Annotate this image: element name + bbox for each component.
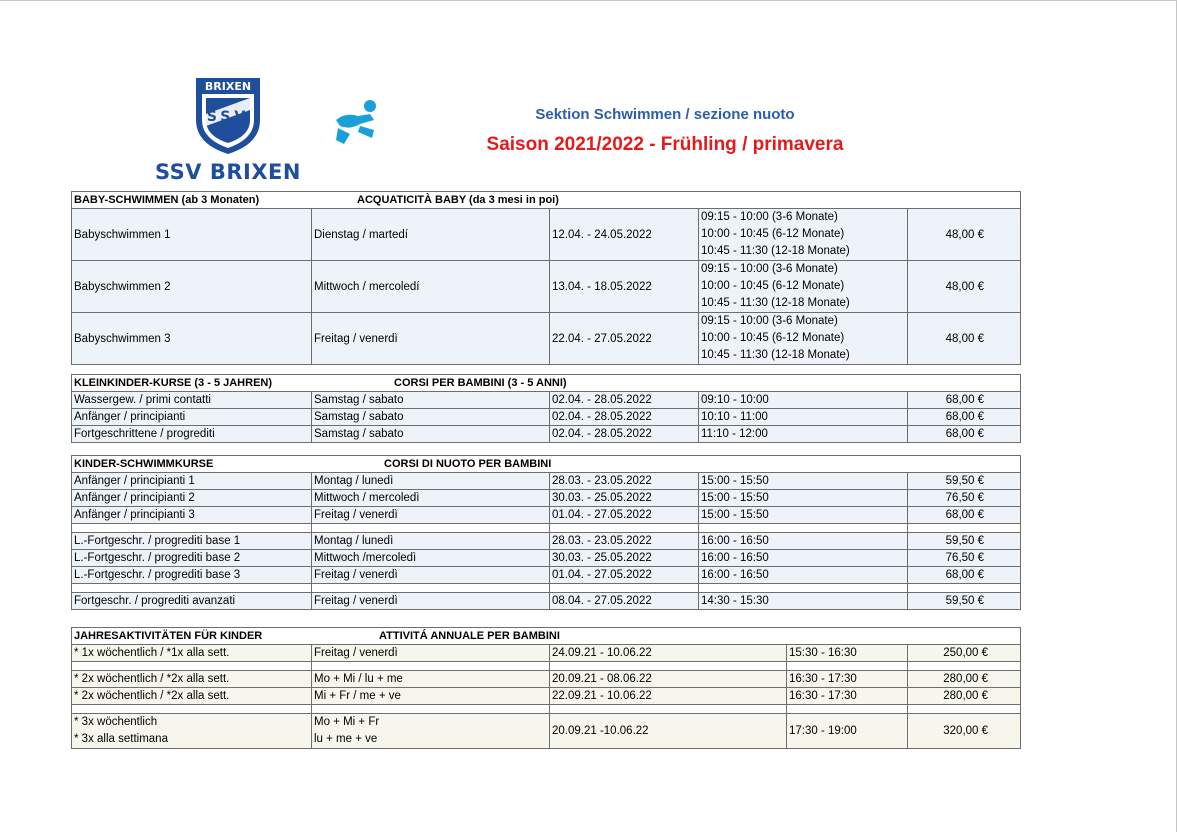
cell-text: BABY-SCHWIMMEN (ab 3 Monaten) <box>74 194 260 206</box>
table-cell: Freitag / venerdì <box>312 645 550 662</box>
cell-text: 10:45 - 11:30 (12-18 Monate) <box>701 349 850 361</box>
table-cell: 59,50 € <box>908 533 1021 550</box>
table-cell: 08.04. - 27.05.2022 <box>550 593 699 610</box>
table-row <box>72 533 1021 550</box>
cell-text: lu + me + ve <box>314 733 378 745</box>
cell-text: * 3x wöchentlich <box>74 716 158 728</box>
cell-text: 09:15 - 10:00 (3-6 Monate) <box>701 315 838 327</box>
table-cell: 14:30 - 15:30 <box>699 593 908 610</box>
table-cell: Mittwoch /mercoledì <box>312 550 550 567</box>
table-cell <box>699 524 908 533</box>
table-cell: L.-Fortgeschr. / progrediti base 2 <box>72 550 312 567</box>
section-header <box>72 192 1021 209</box>
kids-swim-table <box>71 455 1021 610</box>
table-cell <box>908 584 1021 593</box>
cell-text: 10:45 - 11:30 (12-18 Monate) <box>701 245 850 257</box>
table-cell: Samstag / sabato <box>312 392 550 409</box>
table-cell: 59,50 € <box>908 593 1021 610</box>
table-cell: 22.04. - 27.05.2022 <box>550 313 699 365</box>
table-cell: 76,50 € <box>908 550 1021 567</box>
table-row <box>72 688 1021 705</box>
table-cell: 16:00 - 16:50 <box>699 533 908 550</box>
cell-text: KLEINKINDER-KURSE (3 - 5 JAHREN) <box>74 377 273 389</box>
logo-shield-top: BRIXEN <box>204 80 252 93</box>
table-cell: 68,00 € <box>908 392 1021 409</box>
table-cell: Mittwoch / mercoledí <box>312 261 550 313</box>
table-cell <box>312 705 550 714</box>
cell-text: 10:00 - 10:45 (6-12 Monate) <box>701 228 845 240</box>
table-cell <box>72 662 312 671</box>
section-title: Sektion Schwimmen / sezione nuoto <box>535 106 795 123</box>
table-cell: L.-Fortgeschr. / progrediti base 1 <box>72 533 312 550</box>
table-cell: Freitag / venerdì <box>312 507 550 524</box>
table-row <box>72 567 1021 584</box>
season-title: Saison 2021/2022 - Frühling / primavera <box>486 134 844 155</box>
table-cell: 10:10 - 11:00 <box>699 409 908 426</box>
table-cell <box>550 705 787 714</box>
cell-text: 10:00 - 10:45 (6-12 Monate) <box>701 332 845 344</box>
table-cell: Samstag / sabato <box>312 426 550 443</box>
table-cell: 20.09.21 - 08.06.22 <box>550 671 787 688</box>
table-cell: 02.04. - 28.05.2022 <box>550 426 699 443</box>
table-cell: 01.04. - 27.05.2022 <box>550 567 699 584</box>
table-row <box>72 261 1021 313</box>
table-cell: Mi + Fr / me + ve <box>312 688 550 705</box>
table-cell <box>908 705 1021 714</box>
table-cell <box>72 714 312 749</box>
table-cell: Mo + Mi / lu + me <box>312 671 550 688</box>
table-cell: 02.04. - 28.05.2022 <box>550 392 699 409</box>
table-row <box>72 209 1021 261</box>
cell-text: ACQUATICITÀ BABY (da 3 mesi in poi) <box>357 194 559 206</box>
table-cell: Fortgeschr. / progrediti avanzati <box>72 593 312 610</box>
table-cell: 280,00 € <box>908 671 1021 688</box>
table-cell: Anfänger / principianti <box>72 409 312 426</box>
table-cell: 16:00 - 16:50 <box>699 567 908 584</box>
table-cell: * 2x wöchentlich / *2x alla sett. <box>72 671 312 688</box>
table-row <box>72 426 1021 443</box>
cell-text: ATTIVITÁ ANNUALE PER BAMBINI <box>379 630 560 642</box>
table-cell: 22.09.21 - 10.06.22 <box>550 688 787 705</box>
annual-activities-table <box>71 627 1021 749</box>
toddler-course-table <box>71 374 1021 443</box>
table-cell: 15:00 - 15:50 <box>699 473 908 490</box>
baby-swim-table <box>71 191 1021 365</box>
table-cell: Samstag / sabato <box>312 409 550 426</box>
table-cell: 28.03. - 23.05.2022 <box>550 533 699 550</box>
table-row <box>72 313 1021 365</box>
section-header <box>72 456 1021 473</box>
table-row <box>72 671 1021 688</box>
table-cell: 16:00 - 16:50 <box>699 550 908 567</box>
cell-text: 10:45 - 11:30 (12-18 Monate) <box>701 297 850 309</box>
cell-text: CORSI DI NUOTO PER BAMBINI <box>384 458 552 470</box>
cell-text: KINDER-SCHWIMMKURSE <box>74 458 214 470</box>
table-cell: 76,50 € <box>908 490 1021 507</box>
table-row <box>72 490 1021 507</box>
table-cell: * 1x wöchentlich / *1x alla sett. <box>72 645 312 662</box>
table-cell <box>699 584 908 593</box>
table-cell: Babyschwimmen 2 <box>72 261 312 313</box>
table-cell: Mittwoch / mercoledì <box>312 490 550 507</box>
cell-text: JAHRESAKTIVITÄTEN FÜR KINDER <box>74 630 263 642</box>
table-cell <box>908 662 1021 671</box>
table-cell: 48,00 € <box>908 261 1021 313</box>
table-row <box>72 473 1021 490</box>
cell-text: * 3x alla settimana <box>74 733 168 745</box>
table-cell: 15:30 - 16:30 <box>787 645 908 662</box>
table-cell: Babyschwimmen 3 <box>72 313 312 365</box>
table-cell: Fortgeschrittene / progrediti <box>72 426 312 443</box>
table-cell: * 2x wöchentlich / *2x alla sett. <box>72 688 312 705</box>
table-cell <box>550 662 787 671</box>
table-row <box>72 507 1021 524</box>
table-cell: Wassergew. / primi contatti <box>72 392 312 409</box>
table-cell: 48,00 € <box>908 209 1021 261</box>
table-row <box>72 550 1021 567</box>
table-cell: Anfänger / principianti 3 <box>72 507 312 524</box>
table-cell: 09:10 - 10:00 <box>699 392 908 409</box>
table-cell: 28.03. - 23.05.2022 <box>550 473 699 490</box>
table-cell <box>72 584 312 593</box>
ssv-brixen-logo <box>148 76 308 186</box>
table-cell: 30.03. - 25.05.2022 <box>550 490 699 507</box>
table-cell: 15:00 - 15:50 <box>699 490 908 507</box>
table-cell: 02.04. - 28.05.2022 <box>550 409 699 426</box>
table-cell: Babyschwimmen 1 <box>72 209 312 261</box>
logo-name: SSV BRIXEN <box>155 160 301 184</box>
table-cell: Freitag / venerdì <box>312 593 550 610</box>
table-cell: 250,00 € <box>908 645 1021 662</box>
table-cell: Montag / lunedì <box>312 473 550 490</box>
table-cell: 280,00 € <box>908 688 1021 705</box>
table-cell: 11:10 - 12:00 <box>699 426 908 443</box>
table-cell: 68,00 € <box>908 426 1021 443</box>
table-cell <box>72 524 312 533</box>
table-cell: L.-Fortgeschr. / progrediti base 3 <box>72 567 312 584</box>
table-cell: 17:30 - 19:00 <box>787 714 908 749</box>
table-cell: 68,00 € <box>908 567 1021 584</box>
table-cell <box>550 584 699 593</box>
table-cell: 59,50 € <box>908 473 1021 490</box>
table-cell: 12.04. - 24.05.2022 <box>550 209 699 261</box>
table-cell: 01.04. - 27.05.2022 <box>550 507 699 524</box>
table-cell: Freitag / venerdì <box>312 567 550 584</box>
table-cell <box>312 584 550 593</box>
table-row <box>72 645 1021 662</box>
cell-text: Mo + Mi + Fr <box>314 716 380 728</box>
swimmer-icon <box>330 96 384 148</box>
table-cell: 68,00 € <box>908 409 1021 426</box>
table-cell: 320,00 € <box>908 714 1021 749</box>
table-cell: Anfänger / principianti 2 <box>72 490 312 507</box>
table-cell: 16:30 - 17:30 <box>787 671 908 688</box>
table-cell <box>312 714 550 749</box>
table-cell <box>72 705 312 714</box>
table-cell: 48,00 € <box>908 313 1021 365</box>
cell-text: 09:15 - 10:00 (3-6 Monate) <box>701 211 838 223</box>
logo-shield-letters: SSV <box>206 109 250 125</box>
table-cell <box>312 662 550 671</box>
table-cell: 24.09.21 - 10.06.22 <box>550 645 787 662</box>
table-cell <box>787 662 908 671</box>
table-row <box>72 409 1021 426</box>
cell-text: CORSI PER BAMBINI (3 - 5 ANNI) <box>394 377 567 389</box>
table-cell <box>699 313 908 365</box>
table-cell: Freitag / venerdì <box>312 313 550 365</box>
table-cell: Montag / lunedì <box>312 533 550 550</box>
table-cell: Anfänger / principianti 1 <box>72 473 312 490</box>
table-row <box>72 392 1021 409</box>
table-cell: 16:30 - 17:30 <box>787 688 908 705</box>
table-cell: 68,00 € <box>908 507 1021 524</box>
section-header <box>72 628 1021 645</box>
table-cell: 20.09.21 -10.06.22 <box>550 714 787 749</box>
section-header <box>72 375 1021 392</box>
table-cell <box>699 209 908 261</box>
table-cell <box>550 524 699 533</box>
table-cell <box>312 524 550 533</box>
table-cell <box>787 705 908 714</box>
table-cell: 13.04. - 18.05.2022 <box>550 261 699 313</box>
table-row <box>72 714 1021 749</box>
cell-text: 10:00 - 10:45 (6-12 Monate) <box>701 280 845 292</box>
cell-text: 09:15 - 10:00 (3-6 Monate) <box>701 263 838 275</box>
table-cell <box>908 524 1021 533</box>
table-cell: Dienstag / martedí <box>312 209 550 261</box>
table-cell: 30.03. - 25.05.2022 <box>550 550 699 567</box>
table-row <box>72 593 1021 610</box>
table-cell <box>699 261 908 313</box>
table-cell: 15:00 - 15:50 <box>699 507 908 524</box>
